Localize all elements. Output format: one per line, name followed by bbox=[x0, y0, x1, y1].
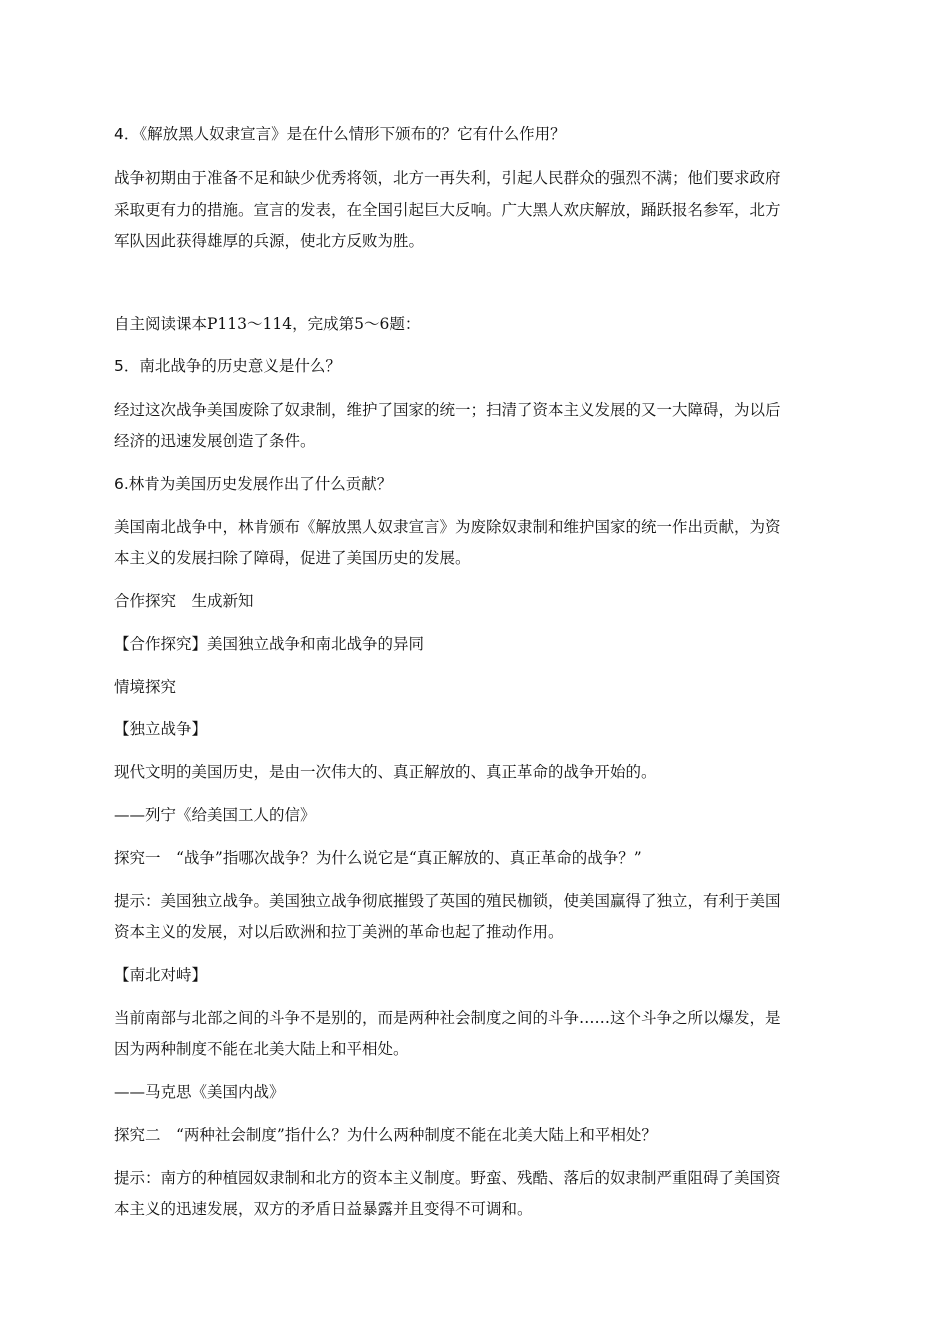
independence-source: ——列宁《给美国工人的信》 bbox=[114, 806, 316, 824]
reading-instruction: 自主阅读课本P113～114，完成第5～6题： bbox=[114, 315, 421, 333]
independence-heading: 【独立战争】 bbox=[114, 720, 208, 738]
section-cooperation-heading: 合作探究 生成新知 bbox=[114, 592, 254, 610]
question-4-answer-line-2: 采取更有力的措施。宣言的发表，在全国引起巨大反响。广大黑人欢庆解放，踊跃报名参军，北方 bbox=[114, 201, 781, 219]
question-4-answer-line-1: 战争初期由于准备不足和缺少优秀将领，北方一再失利，引起人民群众的强烈不满；他们要求政府 bbox=[114, 169, 781, 187]
question-4-answer-line-3: 军队因此获得雄厚的兵源，使北方反败为胜。 bbox=[114, 232, 425, 250]
question-5-title: 5．南北战争的历史意义是什么？ bbox=[114, 357, 341, 375]
question-5-answer-line-1: 经过这次战争美国废除了奴隶制，维护了国家的统一；扫清了资本主义发展的又一大障碍，为以后 bbox=[114, 401, 781, 419]
cooperation-title: 【合作探究】美国独立战争和南北战争的异同 bbox=[114, 635, 425, 653]
hint-one-line-1: 提示：美国独立战争。美国独立战争彻底摧毁了英国的殖民枷锁，使美国赢得了独立，有利于美国 bbox=[114, 892, 781, 910]
confrontation-quote-line-2: 因为两种制度不能在北美大陆上和平相处。 bbox=[114, 1040, 409, 1058]
scenario-label: 情境探究 bbox=[114, 678, 177, 696]
hint-two-line-2: 本主义的迅速发展，双方的矛盾日益暴露并且变得不可调和。 bbox=[114, 1200, 533, 1218]
question-6-answer-line-2: 本主义的发展扫除了障碍，促进了美国历史的发展。 bbox=[114, 549, 471, 567]
inquiry-two: 探究二 “两种社会制度”指什么？为什么两种制度不能在北美大陆上和平相处？ bbox=[114, 1126, 657, 1144]
confrontation-heading: 【南北对峙】 bbox=[114, 966, 208, 984]
inquiry-one: 探究一 “战争”指哪次战争？为什么说它是“真正解放的、真正革命的战争？” bbox=[114, 849, 642, 867]
hint-two-line-1: 提示：南方的种植园奴隶制和北方的资本主义制度。野蛮、残酷、落后的奴隶制严重阻碍了美国资 bbox=[114, 1169, 781, 1187]
question-5-answer-line-2: 经济的迅速发展创造了条件。 bbox=[114, 432, 316, 450]
independence-quote: 现代文明的美国历史，是由一次伟大的、真正解放的、真正革命的战争开始的。 bbox=[114, 763, 657, 781]
hint-one-line-2: 资本主义的发展，对以后欧洲和拉丁美洲的革命也起了推动作用。 bbox=[114, 923, 564, 941]
confrontation-quote-line-1: 当前南部与北部之间的斗争不是别的，而是两种社会制度之间的斗争……这个斗争之所以爆发，是 bbox=[114, 1009, 781, 1027]
question-4-title: 4．《解放黑人奴隶宣言》是在什么情形下颁布的？它有什么作用？ bbox=[114, 125, 566, 143]
question-6-answer-line-1: 美国南北战争中，林肯颁布《解放黑人奴隶宣言》为废除奴隶制和维护国家的统一作出贡献，为资 bbox=[114, 518, 781, 536]
confrontation-source: ——马克思《美国内战》 bbox=[114, 1083, 285, 1101]
question-6-title: 6.林肯为美国历史发展作出了什么贡献？ bbox=[114, 475, 393, 493]
